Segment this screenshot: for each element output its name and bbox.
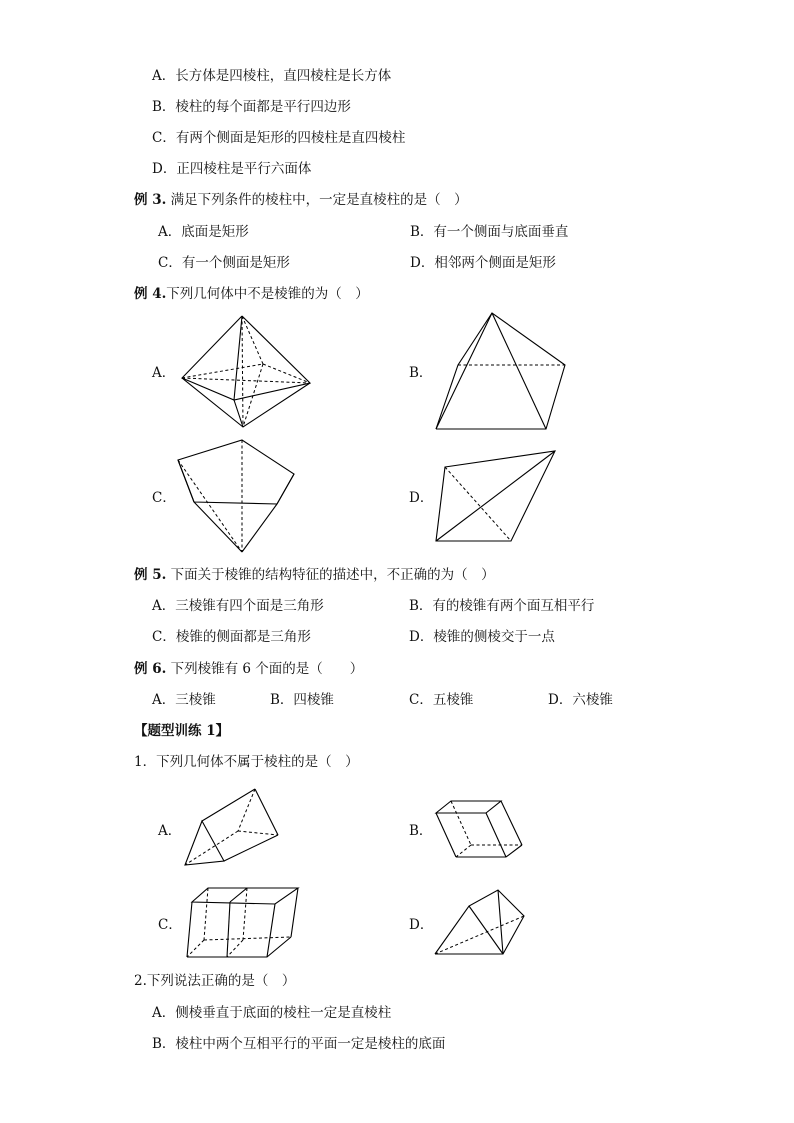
option-d-label: D． [409,490,434,506]
pentagonal-pyramid-figure [170,432,300,557]
example-4 [134,285,369,303]
example-label: 例 6. [134,661,167,677]
pyramid-figure [428,305,573,435]
question-stem: 2.下列说法正确的是（ ） [134,973,296,989]
example-5 [134,566,495,584]
question-stem: 1．下列几何体不属于棱柱的是（ ） [134,754,359,770]
option-b: B．棱柱中两个互相平行的平面一定是棱柱的底面 [152,1036,446,1052]
option-a: A．三棱锥有四个面是三角形 [152,598,324,614]
option-d: D．六棱锥 [548,692,613,708]
option-c: C．五棱锥 [409,692,474,708]
example-6 [134,660,363,678]
option-c: C．有两个侧面是矩形的四棱柱是直四棱柱 [152,130,406,146]
option-c-label: C． [158,917,182,933]
option-d: D．棱锥的侧棱交于一点 [409,629,555,645]
option-b: B．有一个侧面与底面垂直 [410,224,569,240]
option-a: A．长方体是四棱柱，直四棱柱是长方体 [152,68,392,84]
example-label: 例 3. [134,192,167,208]
section-heading: 【题型训练 1】 [134,723,230,739]
example-label: 例 5. [134,567,167,583]
option-d: D．相邻两个侧面是矩形 [410,255,556,271]
option-a-label: A． [158,823,182,839]
question-stem: 满足下列条件的棱柱中，一定是直棱柱的是（ ） [170,192,468,208]
option-c: C．有一个侧面是矩形 [158,255,290,271]
option-b-label: B． [409,823,433,839]
option-a: A．底面是矩形 [158,224,249,240]
option-b-label: B． [409,365,433,381]
option-c: C．棱锥的侧面都是三角形 [152,629,311,645]
question-stem: 下面关于棱锥的结构特征的描述中，不正确的为（ ） [170,567,495,583]
option-d: D．正四棱柱是平行六面体 [152,161,312,177]
option-c-label: C． [152,490,176,506]
tetrahedron-figure [428,445,563,545]
option-d-label: D． [409,917,434,933]
frustum-figure [428,882,533,962]
option-b: B．四棱锥 [270,692,334,708]
triangular-prism-figure [180,785,285,870]
question-stem: 下列几何体中不是棱锥的为（ ） [166,286,369,302]
example-3 [134,191,468,209]
option-a-label: A． [152,365,176,381]
irregular-prism-figure [180,882,305,962]
option-b: B．有的棱锥有两个面互相平行 [409,598,595,614]
option-b: B．棱柱的每个面都是平行四边形 [152,99,351,115]
parallelepiped-figure [430,797,530,862]
option-a: A．三棱锥 [152,692,216,708]
example-label: 例 4. [134,286,167,302]
octahedron-figure [170,310,320,435]
question-stem: 下列棱锥有 6 个面的是（ ） [170,661,364,677]
option-a: A．侧棱垂直于底面的棱柱一定是直棱柱 [152,1005,392,1021]
